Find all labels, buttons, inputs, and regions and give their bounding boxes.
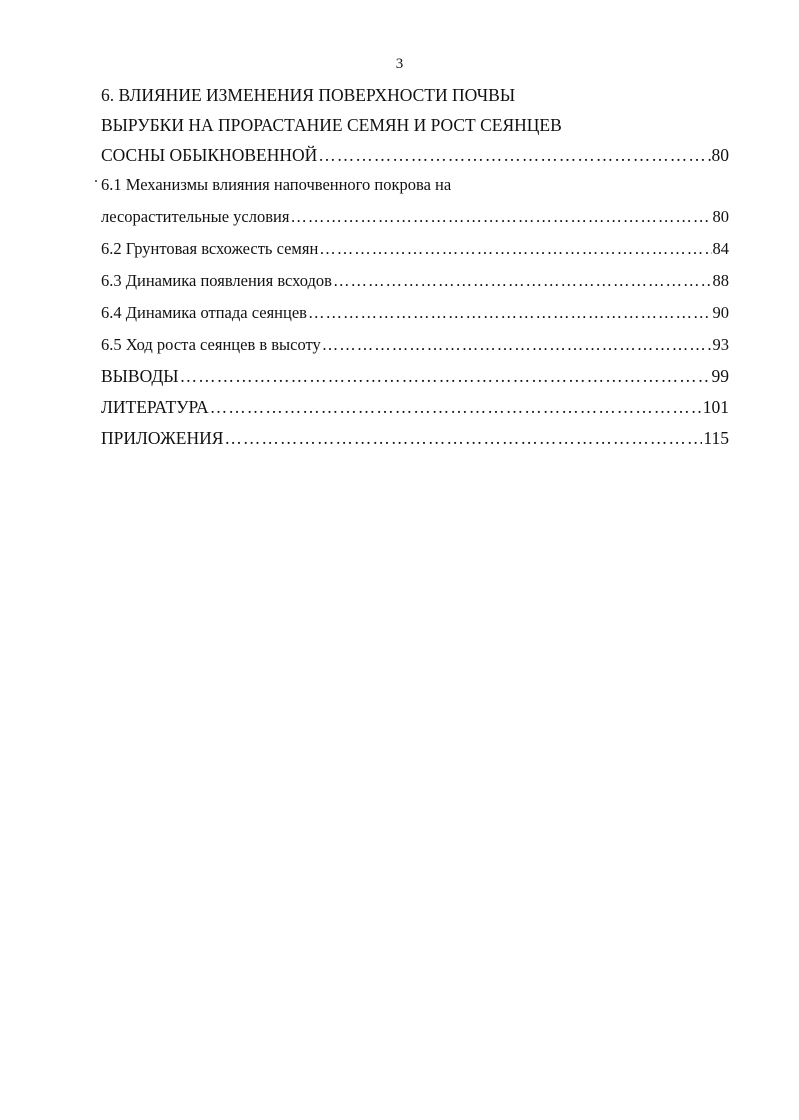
- toc-section-6-5-page: 93: [712, 335, 729, 354]
- toc-literature[interactable]: [101, 397, 729, 417]
- toc-leader-dots: [308, 303, 712, 323]
- toc-section-6-1-title-line2: лесорастительные условия: [101, 207, 290, 226]
- toc-section-6-1-title-line1: 6.1 Механизмы влияния напочвенного покрова на: [101, 175, 452, 194]
- toc-section-6-3-page: 88: [712, 271, 729, 290]
- toc-chapter6-line2: [101, 115, 729, 135]
- toc-chapter6-page: 80: [711, 145, 729, 165]
- toc-appendices-title: ПРИЛОЖЕНИЯ: [101, 428, 224, 448]
- toc-leader-dots: [318, 145, 710, 165]
- toc-section-6-1-line2[interactable]: [101, 207, 729, 227]
- toc-chapter6-line3[interactable]: [101, 145, 729, 165]
- toc-section-6-2-title: 6.2 Грунтовая всхожесть семян: [101, 239, 319, 258]
- toc-section-6-1-page: 80: [712, 207, 729, 226]
- toc-section-6-5[interactable]: [101, 335, 729, 355]
- toc-chapter6-title-line1: 6. ВЛИЯНИЕ ИЗМЕНЕНИЯ ПОВЕРХНОСТИ ПОЧВЫ: [101, 85, 516, 105]
- toc-literature-page: 101: [702, 397, 729, 417]
- toc-leader-dots: [224, 428, 702, 448]
- toc-section-6-4-page: 90: [712, 303, 729, 322]
- toc-chapter6-title-line2: ВЫРУБКИ НА ПРОРАСТАНИЕ СЕМЯН И РОСТ СЕЯНЦЕВ: [101, 115, 562, 135]
- toc-appendices[interactable]: [101, 428, 729, 448]
- toc-section-6-2-page: 84: [712, 239, 729, 258]
- page-number: 3: [395, 56, 404, 72]
- toc-literature-title: ЛИТЕРАТУРА: [101, 397, 209, 417]
- toc-conclusions[interactable]: [101, 366, 729, 386]
- toc-section-6-4[interactable]: [101, 303, 729, 323]
- table-of-contents: [101, 82, 729, 448]
- scan-speck: [95, 180, 97, 182]
- toc-leader-dots: [180, 366, 711, 386]
- toc-leader-dots: [319, 239, 711, 259]
- toc-chapter6-title-line3: СОСНЫ ОБЫКНОВЕННОЙ: [101, 145, 318, 165]
- toc-conclusions-page: 99: [711, 366, 729, 386]
- toc-leader-dots: [210, 397, 702, 417]
- toc-section-6-3[interactable]: [101, 271, 729, 291]
- toc-leader-dots: [290, 207, 711, 227]
- toc-section-6-3-title: 6.3 Динамика появления всходов: [101, 271, 332, 290]
- toc-appendices-page: 115: [703, 428, 729, 448]
- toc-leader-dots: [322, 335, 712, 355]
- toc-leader-dots: [333, 271, 712, 291]
- toc-chapter6-line1: [101, 85, 729, 105]
- toc-section-6-1-line1: [101, 175, 729, 195]
- toc-conclusions-title: ВЫВОДЫ: [101, 366, 179, 386]
- toc-section-6-4-title: 6.4 Динамика отпада сеянцев: [101, 303, 307, 322]
- toc-section-6-5-title: 6.5 Ход роста сеянцев в высоту: [101, 335, 321, 354]
- toc-section-6-2[interactable]: [101, 239, 729, 259]
